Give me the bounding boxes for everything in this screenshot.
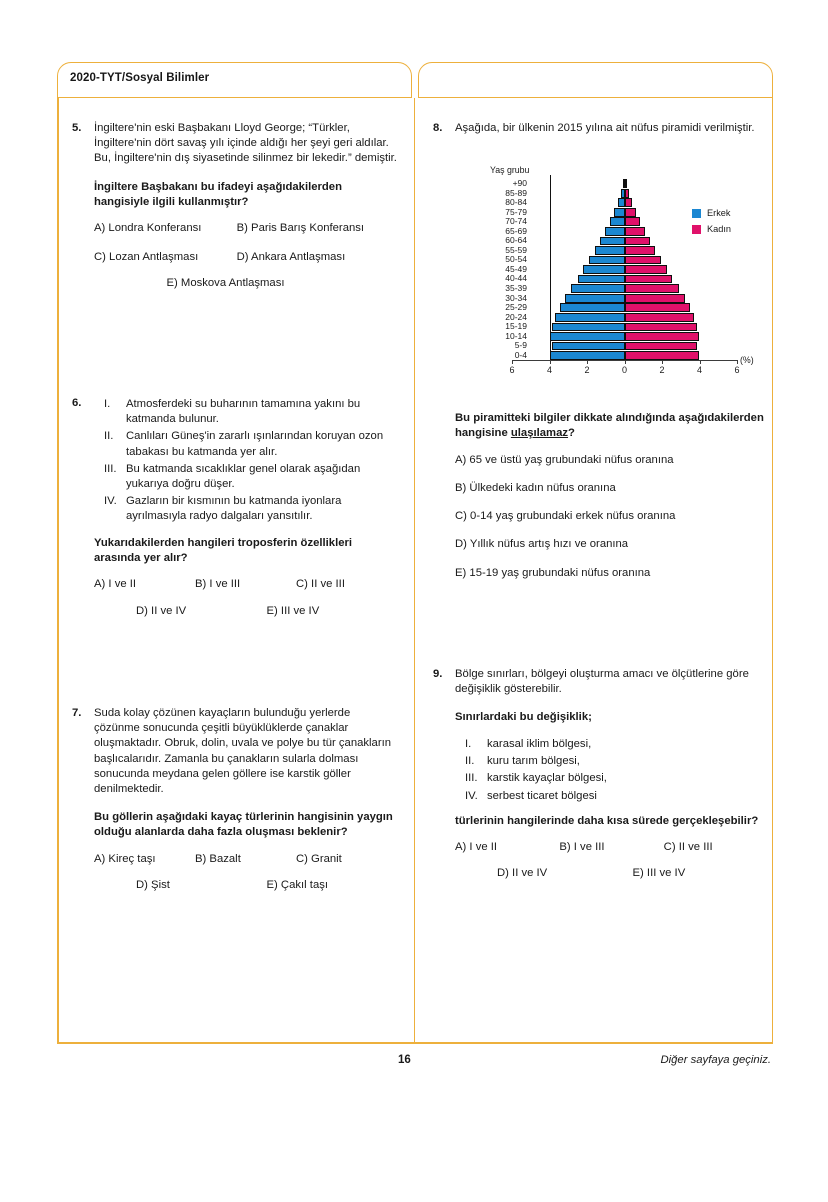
population-pyramid-chart: [437, 166, 767, 391]
question-9-option-a[interactable]: A) I ve II: [455, 841, 498, 854]
question-6-option-c[interactable]: C) II ve III: [296, 578, 345, 591]
question-8-stem: Aşağıda, bir ülkenin 2015 yılına ait nüfus piramidi verilmiştir.: [455, 122, 755, 134]
pyramid-bar-female: [625, 332, 699, 341]
pyramid-bar-female: [625, 246, 656, 255]
pyramid-bar-male: [550, 351, 625, 360]
x-tick: [737, 360, 738, 364]
question-9-roman-list: [465, 737, 768, 804]
legend-item-female: [692, 224, 731, 234]
age-label: 65-69: [505, 225, 527, 236]
question-9-roman-item-1: [465, 737, 768, 752]
question-8-ask-suffix: ?: [568, 427, 575, 440]
pyramid-bar-female: [625, 351, 699, 360]
question-6-roman-item-2: [104, 429, 397, 459]
pyramid-row: [512, 246, 737, 256]
pyramid-bar-female: [625, 189, 630, 198]
age-label: 70-74: [505, 216, 527, 227]
question-6-option-b[interactable]: B) I ve III: [195, 578, 241, 591]
question-6: [72, 396, 397, 619]
x-tick: [625, 360, 626, 364]
question-8-option-d[interactable]: D) Yıllık nüfus artış hızı ve oranına: [455, 538, 629, 551]
question-5-ask: İngiltere Başbakanı bu ifadeyi aşağıdakilerden hangisiyle ilgili kullanmıştır?: [94, 180, 342, 208]
pyramid-bar-male: [565, 294, 624, 303]
question-7-options-row-2: [94, 878, 397, 893]
question-6-roman-item-3: [104, 462, 397, 492]
pyramid-bar-male: [589, 256, 625, 265]
pyramid-row: [512, 332, 737, 342]
question-8-options: [455, 453, 765, 581]
question-7-number: 7.: [72, 707, 82, 719]
question-9-stem: Bölge sınırları, bölgeyi oluşturma amacı ve ölçütlerine göre değişiklik gösterebilir.: [455, 668, 749, 696]
question-8: [433, 121, 763, 136]
question-9-options-row-2: [455, 866, 768, 881]
chart-y-axis-title: Yaş grubu: [490, 165, 530, 175]
pyramid-row: [512, 351, 737, 361]
question-5-option-e[interactable]: E) Moskova Antlaşması: [166, 276, 285, 289]
question-9-lead: Sınırlardaki bu değişiklik;: [455, 711, 592, 724]
legend-label-female: Kadın: [707, 224, 732, 234]
column-divider-rule: [414, 98, 416, 1043]
question-8-number: 8.: [433, 122, 443, 134]
roman-text: Canlıları Güneş'in zararlı ışınlarından koruyan ozon tabakası bu katmanda yer alır.: [126, 430, 384, 458]
pyramid-row: [512, 294, 737, 304]
footer-note: Diğer sayfaya geçiniz.: [660, 1054, 771, 1066]
pyramid-bar-male: [595, 246, 625, 255]
question-5-option-a[interactable]: A) Londra Konferansı: [94, 222, 202, 235]
roman-numeral: I.: [104, 398, 111, 410]
question-6-options-row-2: [94, 604, 397, 619]
x-tick: [512, 360, 513, 364]
pyramid-bar-male: [583, 265, 624, 274]
roman-numeral: II.: [465, 755, 475, 768]
pyramid-bar-female: [625, 294, 685, 303]
age-label: 75-79: [505, 206, 527, 217]
x-tick: [662, 360, 663, 364]
exam-title: 2020-TYT/Sosyal Bilimler: [70, 72, 210, 84]
age-label: 20-24: [505, 311, 527, 322]
x-tick-label: 2: [584, 365, 590, 375]
pyramid-bar-female: [625, 303, 691, 312]
roman-text: karstik kayaçlar bölgesi,: [487, 772, 607, 785]
question-5-number: 5.: [72, 122, 82, 134]
pyramid-bar-female: [625, 198, 633, 207]
pyramid-bar-female: [625, 342, 697, 351]
pyramid-row: [512, 189, 737, 199]
question-9-ask: türlerinin hangilerinde daha kısa sürede gerçekleşebilir?: [455, 814, 759, 827]
question-5: [72, 121, 397, 291]
question-5-options-row-2: [94, 250, 397, 265]
pyramid-bar-male: [605, 227, 625, 236]
question-5-stem: İngiltere'nin eski Başbakanı Lloyd George; “Türkler, İngiltere'nin dört savaş yılı içinde aldığı her şeyi geri aldılar. Bu, İngiltere'nin dış siyasetinde silinmez bir lekedir.” demiştir.: [94, 122, 397, 165]
pyramid-bar-male: [555, 313, 624, 322]
pyramid-bar-female: [625, 179, 627, 188]
roman-numeral: II.: [104, 430, 114, 443]
pyramid-row: [512, 255, 737, 265]
question-9-option-b[interactable]: B) I ve III: [559, 841, 605, 854]
question-7-options-row-1: [94, 852, 397, 867]
question-9-roman-item-2: [465, 754, 768, 769]
question-6-option-e[interactable]: E) III ve IV: [266, 604, 320, 617]
x-tick: [550, 360, 551, 364]
question-6-number: 6.: [72, 397, 82, 409]
right-border-rule: [772, 98, 774, 1043]
pyramid-bar-male: [560, 303, 625, 312]
legend-item-male: [692, 208, 731, 218]
header-box-left: [57, 62, 412, 98]
pyramid-bar-female: [625, 208, 636, 217]
x-tick-label: 0: [621, 365, 628, 375]
age-label: 5-9: [514, 340, 527, 351]
age-label: 45-49: [505, 263, 527, 274]
question-7-stem: Suda kolay çözünen kayaçların bulunduğu yerlerde çözünme sonucunda çeşitli büyüklüklerde çanaklar oluşmaktadır. Obruk, dolin, uvala ve polye bu tür çanakların başlıcalarıdır. Zamanla bu çanakların sularla dolması sonucunda meydana gelen göllere ise karstik göller denilmektedir.: [94, 707, 392, 796]
age-label: 25-29: [505, 302, 527, 313]
footer-divider-rule: [57, 1042, 773, 1044]
pyramid-row: [512, 274, 737, 284]
chart-legend: [692, 208, 731, 240]
age-label: 15-19: [505, 321, 527, 332]
roman-numeral: III.: [104, 462, 117, 475]
question-5-option-d[interactable]: D) Ankara Antlaşması: [236, 250, 346, 263]
age-label: 85-89: [505, 187, 527, 198]
question-9-number: 9.: [433, 668, 443, 680]
pyramid-bar-male: [550, 332, 624, 341]
question-8-tail: [455, 411, 765, 581]
pyramid-bar-female: [625, 284, 679, 293]
roman-numeral: I.: [465, 737, 472, 750]
pyramid-bar-female: [625, 256, 662, 265]
age-label: 60-64: [505, 235, 527, 246]
pyramid-row: [512, 265, 737, 275]
roman-text: Atmosferdeki su buharının tamamına yakını bu katmanda bulunur.: [126, 398, 361, 426]
pyramid-bar-male: [552, 342, 624, 351]
age-label: 0-4: [514, 349, 527, 360]
pyramid-bar-male: [610, 217, 625, 226]
legend-swatch-female-icon: [692, 225, 701, 234]
question-8-ask: [455, 411, 765, 441]
age-label: +90: [512, 178, 527, 188]
header-box-right: [418, 62, 773, 98]
question-8-option-c[interactable]: C) 0-14 yaş grubundaki erkek nüfus oranına: [455, 510, 676, 523]
question-8-option-b[interactable]: B) Ülkedeki kadın nüfus oranına: [455, 481, 616, 494]
x-tick-label: 4: [696, 365, 703, 375]
chart-x-axis-unit-label: (%): [740, 355, 754, 365]
question-7-option-e[interactable]: E) Çakıl taşı: [266, 879, 329, 892]
legend-swatch-male-icon: [692, 209, 701, 218]
question-7-option-a[interactable]: A) Kireç taşı: [94, 852, 156, 865]
question-9-option-e[interactable]: E) III ve IV: [632, 867, 686, 880]
pyramid-bar-male: [552, 323, 624, 332]
pyramid-bar-female: [625, 217, 641, 226]
pyramid-row: [512, 179, 737, 189]
question-6-roman-item-4: [104, 494, 397, 524]
roman-text: Gazların bir kısmının bu katmanda iyonlara ayrılmasıyla radyo dalgaları yansıtılır.: [126, 495, 342, 523]
roman-text: karasal iklim bölgesi,: [487, 737, 592, 750]
x-tick-label: 2: [659, 365, 665, 375]
pyramid-bar-female: [625, 265, 667, 274]
question-5-option-b[interactable]: B) Paris Barış Konferansı: [236, 222, 365, 235]
chart-plot-area: [512, 179, 737, 360]
question-8-option-a[interactable]: A) 65 ve üstü yaş grubundaki nüfus oranına: [455, 453, 674, 466]
question-7-option-c[interactable]: C) Granit: [296, 852, 342, 865]
roman-text: kuru tarım bölgesi,: [487, 755, 580, 768]
question-6-roman-list: [104, 397, 397, 525]
age-label: 55-59: [505, 244, 527, 255]
pyramid-bar-male: [578, 275, 625, 284]
pyramid-bar-male: [614, 208, 624, 217]
question-6-roman-item-1: [104, 397, 397, 427]
pyramid-bar-male: [571, 284, 624, 293]
pyramid-row: [512, 284, 737, 294]
pyramid-bar-female: [625, 227, 646, 236]
pyramid-row: [512, 313, 737, 323]
x-tick: [700, 360, 701, 364]
question-7-ask: Bu göllerin aşağıdaki kayaç türlerinin hangisinin yaygın olduğu alanlarda daha fazla oluşması beklenir?: [94, 811, 393, 839]
question-9-option-d[interactable]: D) II ve IV: [497, 867, 548, 880]
question-6-options-row-1: [94, 577, 397, 592]
pyramid-row: [512, 341, 737, 351]
question-6-option-d[interactable]: D) II ve IV: [136, 604, 187, 617]
roman-text: Bu katmanda sıcaklıklar genel olarak aşağıdan yukarıya doğru düşer.: [126, 462, 361, 491]
question-5-options-row-1: [94, 221, 397, 236]
question-6-ask: Yukarıdakilerden hangileri troposferin özellikleri arasında yer alır?: [94, 536, 353, 564]
left-border-rule: [57, 98, 59, 1043]
age-label: 10-14: [505, 330, 527, 341]
question-9-option-c[interactable]: C) II ve III: [663, 841, 713, 854]
roman-text: serbest ticaret bölgesi: [487, 789, 597, 802]
x-tick: [587, 360, 588, 364]
pyramid-row: [512, 303, 737, 313]
question-9-roman-item-3: [465, 771, 768, 786]
age-label: 80-84: [505, 197, 527, 208]
age-label: 50-54: [505, 254, 527, 265]
legend-label-male: Erkek: [707, 208, 731, 218]
pyramid-bar-female: [625, 237, 650, 246]
question-8-option-e[interactable]: E) 15-19 yaş grubundaki nüfus oranına: [455, 566, 651, 579]
age-label: 30-34: [505, 292, 527, 303]
pyramid-row: [512, 322, 737, 332]
chart-center-axis: [550, 175, 551, 360]
pyramid-bar-female: [625, 323, 697, 332]
question-9-roman-item-4: [465, 789, 768, 804]
age-label: 35-39: [505, 283, 527, 294]
question-9-options-row-1: [455, 840, 768, 855]
pyramid-bar-female: [625, 275, 673, 284]
question-7-option-b[interactable]: B) Bazalt: [195, 852, 241, 865]
roman-numeral: IV.: [104, 495, 117, 508]
x-tick-label: 4: [546, 365, 553, 375]
x-tick-label: 6: [734, 365, 740, 375]
question-6-option-a[interactable]: A) I ve II: [94, 578, 137, 591]
x-tick-label: 6: [509, 365, 515, 375]
question-8-ask-underlined: ulaşılamaz: [510, 427, 569, 440]
roman-numeral: IV.: [465, 789, 478, 802]
page-number: 16: [398, 1054, 411, 1066]
question-8-ask-prefix: Bu piramitteki bilgiler dikkate alındığında aşağıdakilerden hangisine: [455, 412, 764, 440]
roman-numeral: III.: [465, 772, 478, 785]
question-5-option-c[interactable]: C) Lozan Antlaşması: [94, 250, 199, 263]
question-5-options-row-3: [94, 276, 397, 291]
question-9: [433, 667, 768, 882]
pyramid-bar-female: [625, 313, 694, 322]
pyramid-row: [512, 198, 737, 208]
age-label: 40-44: [505, 273, 527, 284]
question-7-option-d[interactable]: D) Şist: [136, 879, 170, 892]
pyramid-bar-male: [600, 237, 624, 246]
question-7: [72, 706, 397, 893]
